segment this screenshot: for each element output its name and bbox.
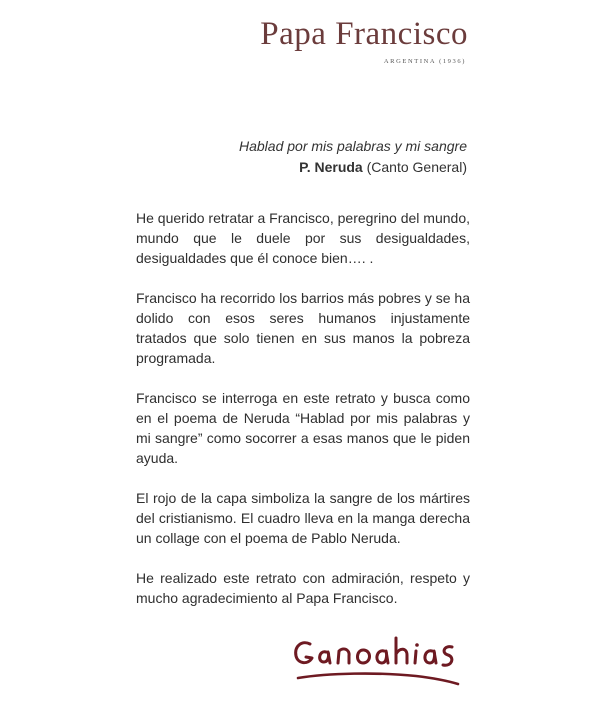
paragraph: Francisco ha recorrido los barrios más pobres y se ha dolido con esos seres humanos injustamente tratados que solo tienen en sus manos la pobreza programada.	[136, 290, 470, 366]
epigraph-attribution	[239, 157, 467, 178]
paragraph: Francisco se interroga en este retrato y busca como en el poema de Neruda “Hablad por mis palabras y mi sangre” como socorrer a esas manos que le piden ayuda.	[136, 390, 470, 466]
epigraph-quote: Hablad por mis palabras y mi sangre	[239, 138, 467, 154]
body-text	[136, 208, 470, 628]
paragraph: He querido retratar a Francisco, peregrino del mundo, mundo que le duele por sus desigualdades, desigualdades que él conoce bien…. .	[136, 210, 470, 266]
epigraph-source: (Canto General)	[366, 159, 467, 175]
epigraph	[239, 136, 467, 178]
page-subtitle: ARGENTINA (1936)	[383, 58, 466, 65]
paragraph: He realizado este retrato con admiración, respeto y mucho agradecimiento al Papa Francisco.	[136, 570, 470, 606]
paragraph: El rojo de la capa simboliza la sangre de los mártires del cristianismo. El cuadro lleva en la manga derecha un collage con el poema de Pablo Neruda.	[136, 490, 470, 546]
signature-graphic	[288, 632, 468, 692]
page-title: Papa Francisco	[260, 16, 468, 52]
epigraph-author: P. Neruda	[299, 159, 363, 175]
page-header	[260, 14, 468, 65]
artist-signature	[288, 632, 468, 692]
